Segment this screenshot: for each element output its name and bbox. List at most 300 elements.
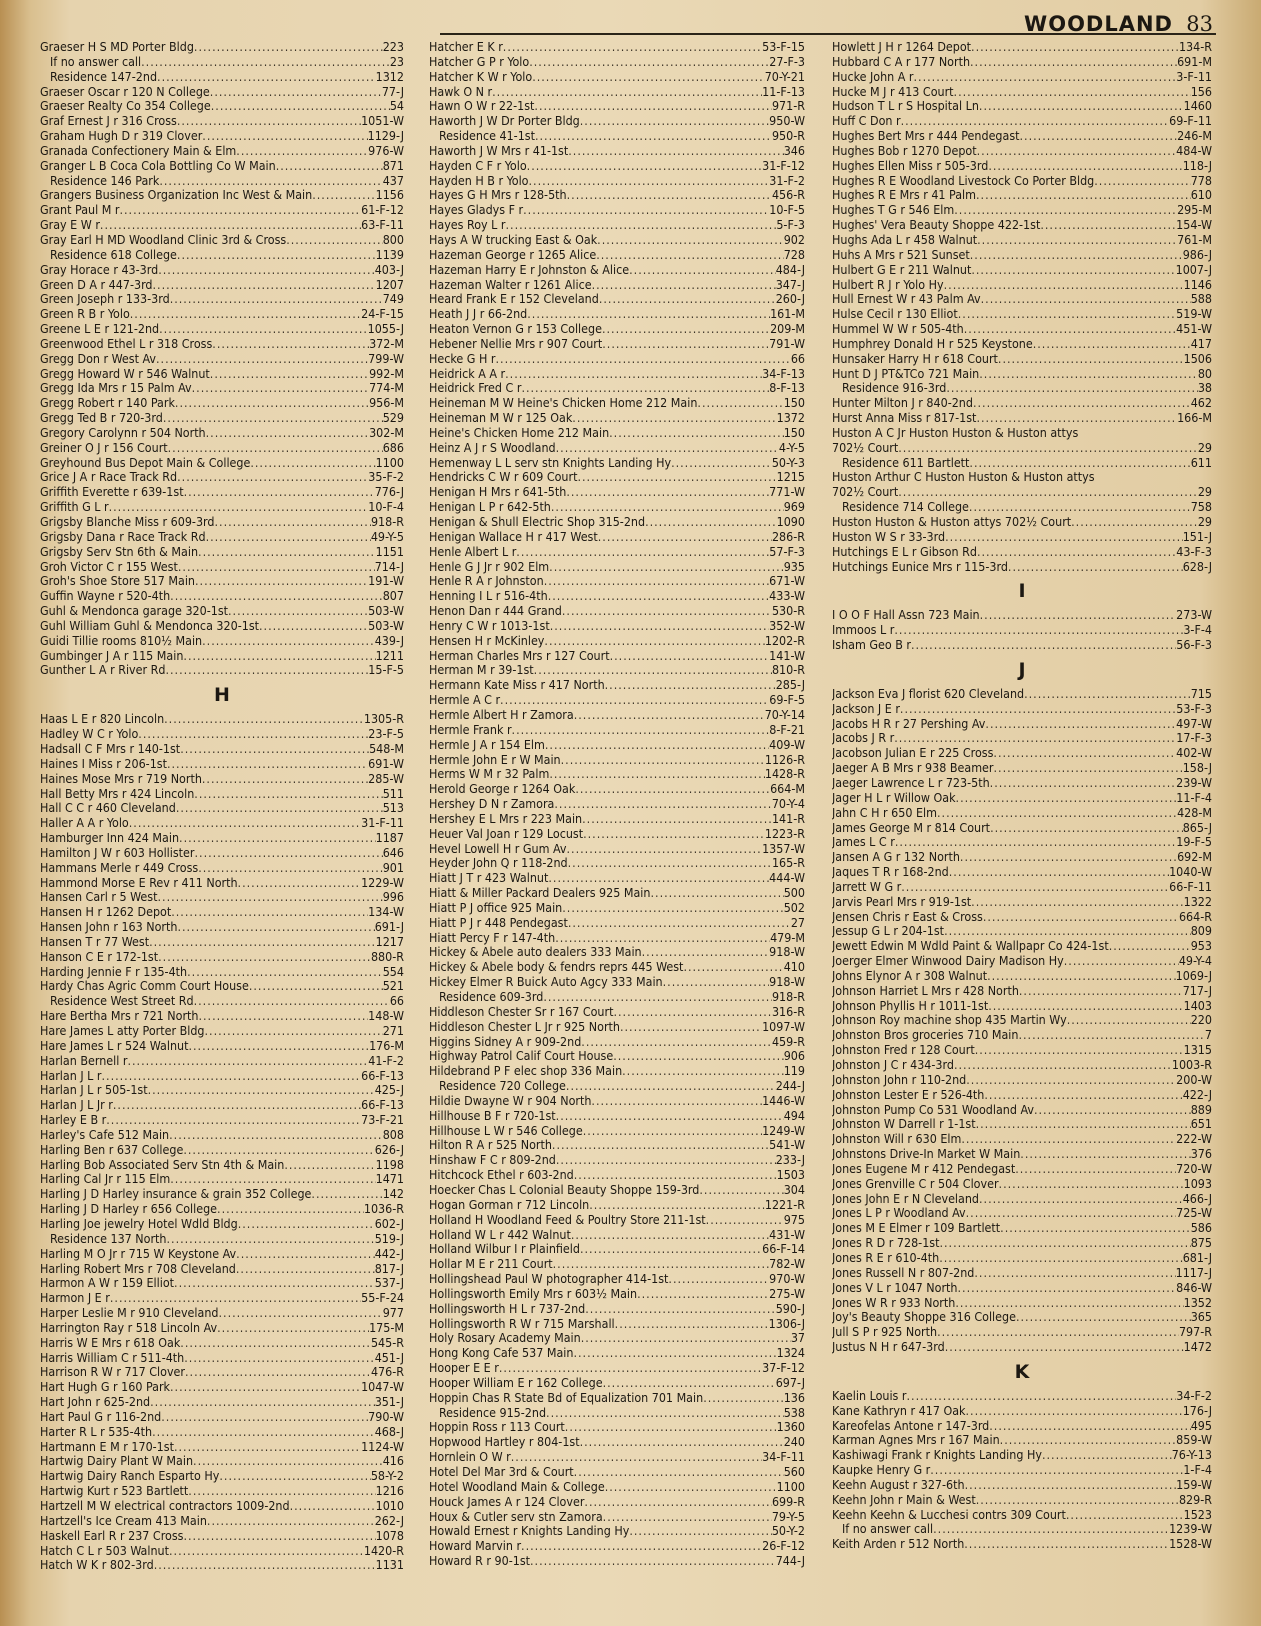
- listing-entry: [429, 1302, 805, 1317]
- phone-number: 628-J: [1182, 559, 1212, 574]
- listing-entry: [832, 1325, 1212, 1340]
- listing-name: Harling Joe jewelry Hotel Wdld Bldg: [40, 1216, 238, 1231]
- listing-name: Harmon J E r: [40, 1291, 110, 1306]
- phone-number: 70-Y-4: [771, 797, 805, 812]
- listing-entry: [40, 1143, 404, 1158]
- listing-name: Residence 915-2nd: [439, 1405, 547, 1420]
- listing-name: Hart Hugh G r 160 Park: [40, 1380, 170, 1395]
- phone-number: 24-F-15: [361, 307, 404, 322]
- listing-entry: [832, 40, 1212, 55]
- phone-number: 31-F-12: [762, 158, 805, 173]
- dot-leader: [964, 1537, 1169, 1552]
- phone-number: 791-W: [769, 336, 805, 351]
- listing-entry: [40, 1321, 404, 1336]
- dot-leader: [549, 560, 784, 575]
- phone-number: 462: [1190, 396, 1212, 411]
- listing-entry: [832, 717, 1212, 732]
- listing-entry: [832, 761, 1212, 776]
- listing-entry: [429, 1331, 805, 1346]
- dot-leader: [238, 876, 362, 891]
- dot-leader: [980, 608, 1177, 623]
- listing-name: Hickey & Abele body & fendrs reprs 445 West: [429, 960, 684, 975]
- phone-number: 175-M: [369, 1320, 404, 1335]
- listing-name: Hooper E E r: [429, 1361, 499, 1376]
- phone-number: 159-W: [1176, 1477, 1212, 1492]
- listing-entry: [40, 1380, 404, 1395]
- dot-leader: [944, 924, 1191, 939]
- listing-name: Hornlein O W r: [429, 1450, 511, 1465]
- listing-entry: [429, 1153, 805, 1168]
- listing-name: Hamburger Inn 424 Main: [40, 831, 180, 846]
- listing-entry: [429, 292, 805, 307]
- listing-entry: [40, 203, 404, 218]
- listing-entry: [429, 278, 805, 293]
- listing-name: Heine's Chicken Home 212 Main: [429, 425, 610, 440]
- phone-number: 142: [382, 1187, 404, 1202]
- listing-name: Kaupke Henry G r: [832, 1463, 931, 1478]
- dot-leader: [683, 960, 783, 975]
- phone-number: 1010: [375, 1499, 404, 1513]
- dot-leader: [528, 174, 769, 189]
- dot-leader: [937, 1325, 1179, 1340]
- phone-number: 476-R: [370, 1365, 404, 1380]
- listing-name: Hitchcock Ethel r 603-2nd: [429, 1168, 574, 1183]
- listing-entry: [832, 1147, 1212, 1162]
- listing-entry: [429, 530, 805, 545]
- phone-number: 664-R: [1178, 909, 1212, 924]
- phone-number: 1528-W: [1169, 1537, 1212, 1552]
- listing-entry: [832, 1221, 1212, 1236]
- phone-number: 749: [382, 292, 404, 307]
- phone-number: 817-J: [374, 1261, 404, 1276]
- listing-entry: [429, 1376, 805, 1391]
- dot-leader: [930, 1463, 1183, 1478]
- dot-leader: [571, 1228, 769, 1243]
- dot-leader: [567, 842, 763, 857]
- listing-entry: [832, 1103, 1212, 1118]
- phone-number: 166-M: [1177, 411, 1212, 426]
- dot-leader: [174, 1276, 375, 1291]
- dot-leader: [312, 188, 375, 203]
- phone-number: 437: [382, 173, 404, 188]
- dot-leader: [158, 263, 375, 278]
- dot-leader: [671, 456, 772, 471]
- dot-leader: [259, 619, 368, 634]
- phone-number: 26-F-12: [762, 1539, 805, 1554]
- listing-entry: [429, 40, 805, 55]
- dot-leader: [572, 411, 776, 426]
- listing-name: Hardy Chas Agric Comm Court House: [40, 979, 249, 994]
- dot-leader: [548, 871, 769, 886]
- listing-entry: [429, 708, 805, 723]
- dot-leader: [599, 292, 776, 307]
- dot-leader: [170, 1172, 375, 1187]
- phone-number: 35-F-2: [368, 470, 404, 485]
- dot-leader: [198, 545, 376, 560]
- listing-entry: [40, 890, 404, 905]
- listing-entry: [40, 1069, 404, 1084]
- phone-number: 451-W: [1176, 322, 1212, 337]
- dot-leader: [1071, 515, 1198, 530]
- listing-name: Henry C W r 1013-1st: [429, 618, 550, 633]
- phone-number: 7: [1204, 1028, 1212, 1043]
- listing-entry: [832, 456, 1212, 471]
- listing-entry: [429, 901, 805, 916]
- listing-entry: [429, 604, 805, 619]
- dot-leader: [548, 589, 769, 604]
- listing-entry: [429, 931, 805, 946]
- listing-entry: [832, 426, 1212, 441]
- phone-number: 37-F-12: [762, 1361, 805, 1376]
- phone-number: 610: [1190, 188, 1212, 203]
- dot-leader: [527, 159, 763, 174]
- listing-name: Hughes Bert Mrs r 444 Pendegast: [832, 129, 1020, 144]
- listing-entry: [832, 1192, 1212, 1207]
- listing-entry: [832, 396, 1212, 411]
- listing-name: Justus N H r 647-3rd: [832, 1340, 945, 1355]
- listing-name: Hiatt P J office 925 Main: [429, 900, 563, 915]
- listing-entry: [832, 129, 1212, 144]
- listing-name: Hayden H B r Yolo: [429, 173, 529, 188]
- listing-entry: [429, 589, 805, 604]
- dot-leader: [238, 1217, 375, 1232]
- listing-entry: [832, 114, 1212, 129]
- listing-entry: [40, 604, 404, 619]
- phone-number: 646: [382, 845, 404, 860]
- listing-name: Herman Charles Mrs r 127 Court: [429, 648, 610, 663]
- listing-entry: [40, 727, 404, 742]
- dot-leader: [166, 1232, 374, 1247]
- listing-name: Residence 609-3rd: [439, 990, 544, 1004]
- listing-name: Hawk O N r: [429, 84, 493, 99]
- dot-leader: [610, 649, 770, 664]
- phone-number: 176-M: [369, 1038, 404, 1053]
- dot-leader: [194, 994, 390, 1009]
- listing-name: Hayes Gladys F r: [429, 203, 524, 218]
- phone-number: 560: [783, 1465, 805, 1479]
- listing-name: Hughes Bob r 1270 Depot: [832, 143, 977, 158]
- listing-name: Gray Earl H MD Woodland Clinic 3rd & Cross: [40, 232, 287, 247]
- listing-name: Hurst Anna Miss r 817-1st: [832, 411, 977, 426]
- phone-number: 5-F-3: [776, 218, 805, 233]
- dot-leader: [591, 1094, 762, 1109]
- listing-column-3: [832, 40, 1212, 1552]
- dot-leader: [1067, 1013, 1191, 1028]
- listing-name: Harlan Bernell r: [40, 1053, 128, 1068]
- phone-number: 902: [783, 232, 805, 247]
- dot-leader: [544, 634, 764, 649]
- dot-leader: [603, 1510, 772, 1525]
- listing-name: Hughs Ada L r 458 Walnut: [832, 232, 978, 247]
- listing-entry: [40, 1336, 404, 1351]
- listing-name: Hiatt Percy F r 147-4th: [429, 930, 556, 945]
- dot-leader: [552, 1138, 769, 1153]
- listing-entry: [429, 663, 805, 678]
- listing-entry: [429, 1539, 805, 1554]
- listing-name: Hulbert G E r 211 Walnut: [832, 262, 972, 277]
- listing-name: Harris W E Mrs r 618 Oak: [40, 1335, 181, 1350]
- section-letter-h: H: [214, 684, 230, 707]
- dot-leader: [906, 1389, 1176, 1404]
- listing-entry: [40, 1484, 404, 1499]
- listing-entry: [40, 1291, 404, 1306]
- listing-entry: [429, 678, 805, 693]
- dot-leader: [210, 367, 369, 382]
- listing-name: Hemenway L L serv stn Knights Landing Hy: [429, 455, 672, 470]
- listing-name: Hall Betty Mrs r 424 Lincoln: [40, 786, 195, 801]
- listing-name: Karman Agnes Mrs r 167 Main: [832, 1433, 1000, 1448]
- listing-entry: [429, 842, 805, 857]
- listing-entry: [832, 1537, 1212, 1552]
- dot-leader: [521, 1539, 762, 1554]
- listing-entry: [429, 1064, 805, 1079]
- listing-name: Jahn C H r 650 Elm: [832, 805, 937, 820]
- phone-number: 1472: [1183, 1340, 1212, 1355]
- listing-entry: [429, 307, 805, 322]
- listing-entry: [40, 1217, 404, 1232]
- listing-name: Hughes T G r 546 Elm: [832, 203, 955, 218]
- listing-name: Jackson J E r: [832, 701, 900, 716]
- listing-entry: [429, 500, 805, 515]
- listing-name: Haines I Miss r 206-1st: [40, 756, 167, 771]
- phone-number: 511: [382, 786, 404, 801]
- phone-number: 260-J: [775, 292, 805, 307]
- listing-name: Huston Arthur C Huston Huston & Huston attys: [832, 470, 1095, 485]
- dot-leader: [977, 233, 1177, 248]
- listing-name: Hendricks C W r 609 Court: [429, 470, 578, 485]
- dot-leader: [499, 1361, 762, 1376]
- phone-number: 1322: [1183, 894, 1212, 909]
- listing-entry: [40, 411, 404, 426]
- phone-number: 521: [382, 979, 404, 994]
- listing-column-2: [429, 40, 805, 1569]
- phone-number: 80: [1197, 366, 1212, 381]
- phone-number: 1202-R: [764, 633, 805, 648]
- listing-name: Harris William C r 511-4th: [40, 1350, 185, 1365]
- listing-entry: [832, 1448, 1212, 1463]
- dot-leader: [580, 114, 769, 129]
- listing-entry: [40, 1469, 404, 1484]
- listing-entry: [832, 1340, 1212, 1355]
- listing-entry: [40, 188, 404, 203]
- listing-name: Huston W S r 33-3rd: [832, 529, 946, 544]
- listing-name: Hiddleson Chester L Jr r 925 North: [429, 1019, 620, 1034]
- phone-number: 880-R: [370, 949, 404, 964]
- dot-leader: [1034, 1103, 1191, 1118]
- dot-leader: [207, 1514, 375, 1529]
- listing-entry: [832, 1073, 1212, 1088]
- dot-leader: [177, 470, 368, 485]
- listing-name: Johnston Pump Co 531 Woodland Av: [832, 1102, 1034, 1117]
- dot-leader: [506, 218, 777, 233]
- listing-entry: [429, 515, 805, 530]
- dot-leader: [650, 886, 783, 901]
- dot-leader: [175, 396, 369, 411]
- dot-leader: [706, 1213, 784, 1228]
- phone-number: 431-W: [769, 1227, 805, 1242]
- dot-leader: [895, 835, 1176, 850]
- dot-leader: [990, 776, 1177, 791]
- listing-entry: [832, 470, 1212, 485]
- listing-name: Heyder John Q r 118-2nd: [429, 856, 568, 871]
- listing-name: Harlan J L r: [40, 1068, 102, 1083]
- phone-number: 1093: [1183, 1176, 1212, 1191]
- dot-leader: [138, 727, 368, 742]
- listing-entry: [429, 753, 805, 768]
- listing-name: Hadley W C r Yolo: [40, 727, 139, 742]
- listing-name: Hooper William E r 162 College: [429, 1375, 603, 1390]
- listing-entry: [40, 634, 404, 649]
- listing-entry: [40, 485, 404, 500]
- listing-name: Residence 137 North: [50, 1231, 167, 1246]
- listing-entry: [832, 1013, 1212, 1028]
- phone-number: 1146: [1183, 277, 1212, 292]
- dot-leader: [985, 717, 1176, 732]
- phone-number: 302-M: [369, 425, 404, 440]
- dot-leader: [960, 850, 1177, 865]
- listing-name: Jacobs H R r 27 Pershing Av: [832, 716, 986, 731]
- listing-name: Johnston Fred r 128 Court: [832, 1043, 975, 1058]
- dot-leader: [699, 1183, 783, 1198]
- phone-number: 1239-W: [1169, 1522, 1212, 1537]
- phone-number: 66: [389, 994, 404, 1009]
- dot-leader: [939, 1251, 1183, 1266]
- listing-entry: [40, 1365, 404, 1380]
- listing-name: Harter R L r 535-4th: [40, 1424, 153, 1439]
- dot-leader: [1066, 1508, 1184, 1523]
- dot-leader: [180, 742, 369, 757]
- listing-name: Gray E W r: [40, 218, 100, 233]
- listing-name: Houx & Cutler serv stn Zamora: [429, 1509, 603, 1524]
- listing-name: Johnstons Drive-In Market W Main: [832, 1147, 1021, 1162]
- phone-number: 61-F-12: [361, 203, 404, 218]
- phone-number: 244-J: [775, 1079, 805, 1094]
- listing-name: Guhl William Guhl & Mendonca 320-1st: [40, 618, 259, 633]
- listing-entry: [832, 530, 1212, 545]
- dot-leader: [1000, 1221, 1191, 1236]
- phone-number: 37: [790, 1331, 805, 1346]
- dot-leader: [544, 574, 769, 589]
- listing-name: Hermle Albert H r Zamora: [429, 707, 574, 722]
- phone-number: 150: [783, 396, 805, 411]
- dot-leader: [937, 806, 1177, 821]
- dot-leader: [106, 1113, 361, 1128]
- phone-number: 365: [1190, 1310, 1212, 1325]
- dot-leader: [957, 1281, 1176, 1296]
- listing-entry: [832, 924, 1212, 939]
- phone-number: 416: [382, 1454, 404, 1469]
- listing-entry: [832, 687, 1212, 702]
- listing-entry: [429, 1495, 805, 1510]
- dot-leader: [1019, 984, 1183, 999]
- dot-leader: [976, 1117, 1191, 1132]
- dot-leader: [568, 916, 791, 931]
- phone-number: 53-F-15: [762, 40, 805, 54]
- phone-number: 351-J: [374, 1395, 404, 1410]
- phone-number: 1207: [375, 277, 404, 292]
- phone-number: 548-M: [369, 741, 404, 756]
- phone-number: 69-F-5: [769, 693, 805, 708]
- dot-leader: [961, 1132, 1176, 1147]
- listing-name: Residence 41-1st: [439, 129, 535, 144]
- phone-number: 433-W: [769, 589, 805, 604]
- phone-number: 27-F-3: [769, 54, 805, 69]
- listing-name: Guhl & Mendonca garage 320-1st: [40, 604, 229, 619]
- listing-entry: [40, 1276, 404, 1291]
- listing-entry: [832, 1117, 1212, 1132]
- dot-leader: [613, 1049, 784, 1064]
- listing-name: Residence 147-2nd: [50, 69, 158, 84]
- listing-name: Gregg Ted B r 720-3rd: [40, 411, 163, 426]
- dot-leader: [984, 1088, 1182, 1103]
- dot-leader: [603, 1376, 776, 1391]
- dot-leader: [113, 1098, 361, 1113]
- dot-leader: [990, 821, 1183, 836]
- phone-number: 901: [382, 860, 404, 875]
- listing-name: Keith Arden r 512 North: [832, 1537, 965, 1552]
- listing-entry: [40, 129, 404, 144]
- listing-name: Huston Huston & Huston attys 702½ Court: [832, 515, 1072, 529]
- dot-leader: [290, 1499, 376, 1514]
- phone-number: 70-Y-21: [764, 69, 805, 84]
- listing-name: Harlan J L r 505-1st: [40, 1083, 148, 1098]
- listing-entry: [429, 812, 805, 827]
- phone-number: 1131: [375, 1558, 404, 1573]
- listing-entry: [832, 999, 1212, 1014]
- listing-entry: [40, 1395, 404, 1410]
- listing-name: Hoppin Chas R State Bd of Equalization 701 Main: [429, 1390, 704, 1405]
- phone-number: 529: [382, 411, 404, 426]
- listing-entry: [429, 322, 805, 337]
- dot-leader: [988, 159, 1182, 174]
- phone-number: 49-Y-5: [370, 529, 404, 544]
- phone-number: 1100: [375, 455, 404, 470]
- listing-entry: [40, 530, 404, 545]
- dot-leader: [966, 1073, 1176, 1088]
- listing-name: Johnston Bros groceries 710 Main: [832, 1028, 1019, 1043]
- listing-name: Hartzell M W electrical contractors 1009-2nd: [40, 1499, 290, 1513]
- phone-number: 23: [389, 54, 404, 69]
- listing-entry: [40, 322, 404, 337]
- listing-entry: [832, 1088, 1212, 1103]
- listing-name: Harding Jennie F r 135-4th: [40, 964, 188, 979]
- dot-leader: [185, 1365, 371, 1380]
- phone-number: 495: [1190, 1418, 1212, 1433]
- phone-number: 859-W: [1176, 1433, 1212, 1448]
- dot-leader: [958, 307, 1176, 322]
- phone-number: 799-W: [368, 351, 404, 366]
- listing-name: Jaques T R r 168-2nd: [832, 865, 949, 880]
- listing-name: Heuer Val Joan r 129 Locust: [429, 826, 584, 841]
- dot-leader: [236, 1262, 375, 1277]
- listing-name: Hilton R A r 525 North: [429, 1138, 552, 1153]
- listing-entry: [40, 1529, 404, 1544]
- dot-leader: [663, 975, 770, 990]
- phone-number: 691-M: [1177, 54, 1212, 69]
- listing-entry: [429, 1257, 805, 1272]
- listing-name: Jones Russell N r 807-2nd: [832, 1265, 975, 1280]
- listing-entry: [832, 1522, 1212, 1537]
- dot-leader: [176, 801, 383, 816]
- listing-entry: [40, 831, 404, 846]
- listing-name: Jones Grenville C r 504 Clover: [832, 1176, 999, 1191]
- dot-leader: [170, 589, 383, 604]
- listing-entry: [40, 950, 404, 965]
- listing-name: Hecke G H r: [429, 351, 496, 366]
- listing-entry: [40, 159, 404, 174]
- dot-leader: [228, 604, 368, 619]
- listing-entry: [40, 456, 404, 471]
